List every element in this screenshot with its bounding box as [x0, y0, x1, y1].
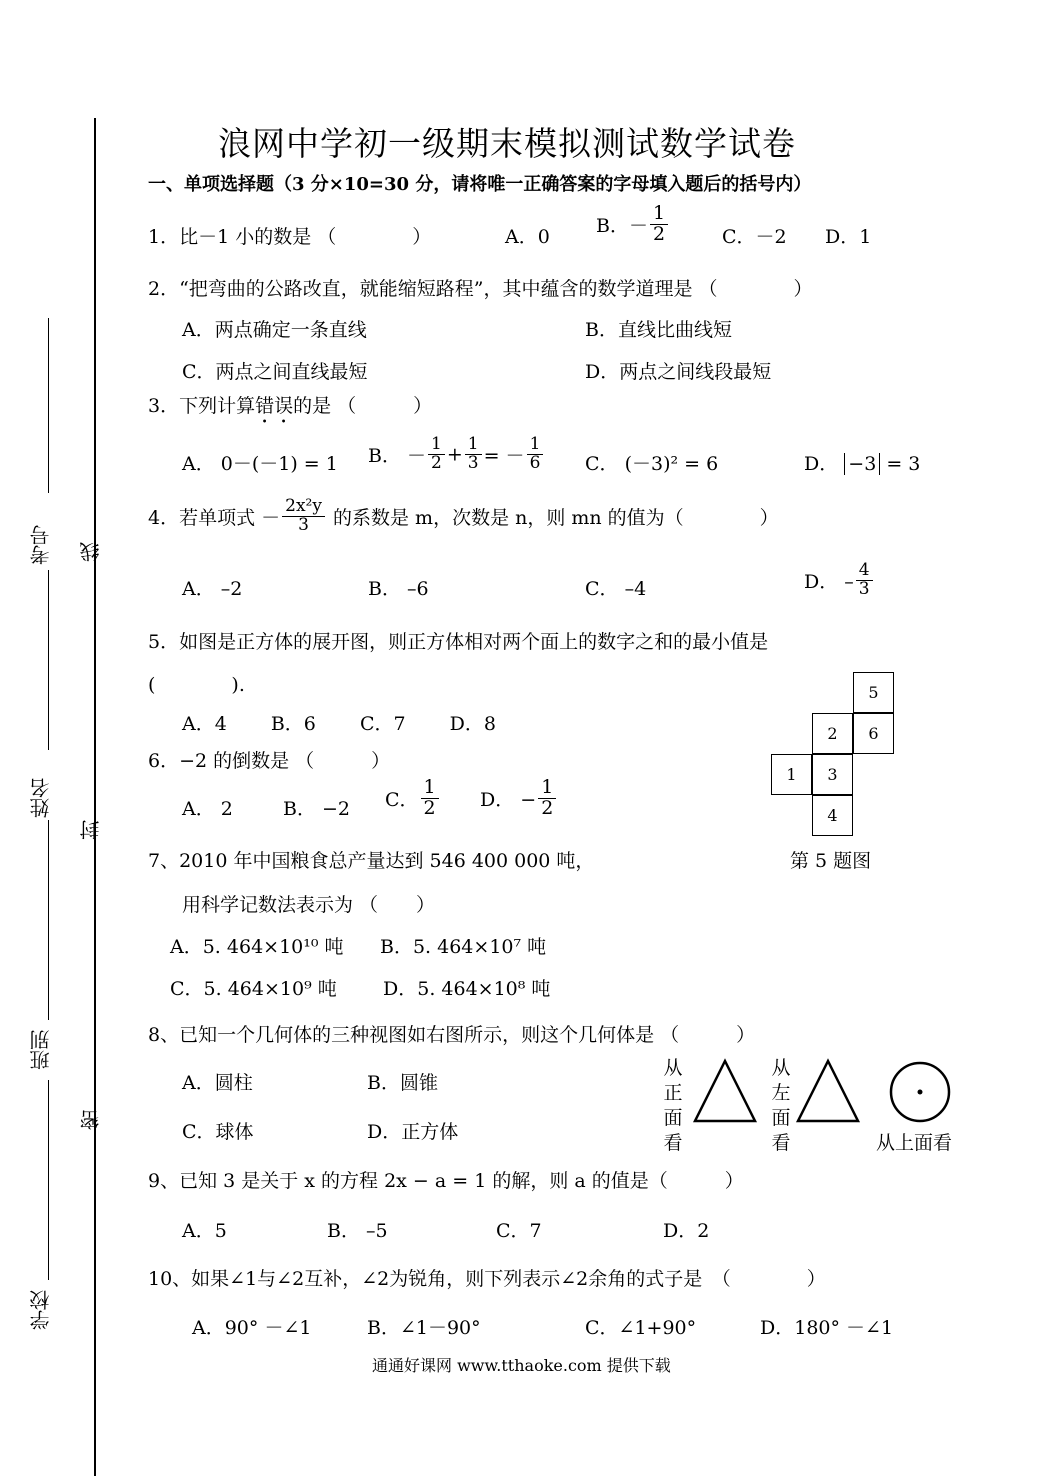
q4-stem: 4．若单项式 － $\frac{\text{2x²y}}{3}$ 的系数是 m，次数是 n，则 mn 的值为（ ） [148, 496, 779, 535]
seal-mi: 密 [79, 1110, 103, 1130]
seal-xian: 线 [79, 542, 103, 562]
q4-option-c: C． –4 [585, 578, 647, 600]
q9-option-a: A．5 [182, 1220, 227, 1242]
exam-no-label: 考号 [29, 525, 53, 565]
footer-source: 通通好课网 www.tthaoke.com 提供下载 [372, 1356, 671, 1375]
front-view-triangle [692, 1058, 758, 1124]
exam-no-blank [48, 318, 49, 493]
q10-option-b: B．∠1－90° [367, 1317, 481, 1339]
net-cell-1: 1 [771, 754, 812, 795]
q1-stem: 1．比－1 小的数是 （ ） [148, 226, 432, 248]
name-blank [48, 570, 49, 750]
q10-option-d: D．180° －∠1 [760, 1317, 894, 1339]
q7-option-a: A．5. 464×10¹⁰ 吨 [170, 936, 344, 958]
q1-option-a: A．0 [505, 226, 550, 248]
q1-option-b: B．－ $\frac{1}{2}$ [596, 204, 670, 245]
net-cell-2: 2 [812, 713, 853, 754]
q2-option-b: B．直线比曲线短 [585, 319, 732, 341]
q3-option-a: A． 0－(－1) = 1 [182, 453, 338, 475]
q9-option-d: D．2 [663, 1220, 710, 1242]
net-cell-5: 5 [853, 672, 894, 713]
q4-option-a: A． –2 [182, 578, 243, 600]
binding-line [94, 118, 96, 1476]
q9-option-b: B． –5 [327, 1220, 388, 1242]
q10-option-c: C．∠1+90° [585, 1317, 697, 1339]
section-heading: 一、单项选择题（3 分×10=30 分，请将唯一正确答案的字母填入题后的括号内） [148, 174, 812, 195]
school-blank [48, 1080, 49, 1280]
q8-option-b: B．圆锥 [367, 1072, 438, 1094]
front-view-label: 从正面看 [663, 1057, 683, 1154]
class-blank [48, 820, 49, 1020]
q10-option-a: A．90° －∠1 [192, 1317, 312, 1339]
q8-option-a: A．圆柱 [182, 1072, 253, 1094]
q3-option-c: C． (－3)² = 6 [585, 453, 719, 475]
top-view-circle [888, 1060, 952, 1124]
q5-options: A．4 B．6 C．7 D．8 [182, 713, 496, 735]
q7-option-d: D．5. 464×10⁸ 吨 [383, 978, 551, 1000]
left-view-label: 从左面看 [771, 1057, 791, 1154]
q7-stem2: 用科学记数法表示为 （ ） [182, 894, 436, 916]
q1-option-c: C．－2 [722, 226, 787, 248]
q8-option-d: D．正方体 [367, 1121, 459, 1143]
q3-stem: 3．下列计算错误的是 （ ） [148, 395, 433, 417]
q2-option-a: A．两点确定一条直线 [182, 319, 367, 341]
q7-stem: 7、2010 年中国粮食总产量达到 546 400 000 吨， [148, 850, 595, 872]
q8-option-c: C．球体 [182, 1121, 254, 1143]
q2-option-d: D．两点之间线段最短 [585, 361, 772, 383]
q3-option-d: D． −3 = 3 [804, 453, 921, 475]
class-label: 班别 [29, 1030, 53, 1070]
net-cell-3: 3 [812, 754, 853, 795]
q1-option-d: D．1 [825, 226, 872, 248]
q7-option-c: C．5. 464×10⁹ 吨 [170, 978, 337, 1000]
left-view-triangle [795, 1058, 861, 1124]
q5-figure-caption: 第 5 题图 [790, 850, 872, 872]
q9-stem: 9、已知 3 是关于 x 的方程 2x − a = 1 的解，则 a 的值是（ ） [148, 1170, 744, 1192]
q10-stem: 10、如果∠1与∠2互补，∠2为锐角，则下列表示∠2余角的式子是 （ ） [148, 1268, 826, 1290]
q6-option-b: B． −2 [283, 798, 351, 820]
page-title: 浪网中学初一级期末模拟测试数学试卷 [218, 124, 796, 163]
q2-option-c: C．两点之间直线最短 [182, 361, 368, 383]
q5-paren: ( ). [148, 674, 245, 696]
q8-stem: 8、已知一个几何体的三种视图如右图所示，则这个几何体是 （ ） [148, 1024, 756, 1046]
q5-stem: 5．如图是正方体的展开图，则正方体相对两个面上的数字之和的最小值是 [148, 631, 769, 653]
seal-feng: 封 [79, 820, 103, 840]
q4-option-d: D． – $\frac{4}{3}$ [804, 562, 875, 599]
q3-option-b: B． － $\frac{1}{2}$ + $\frac{1}{3}$ = － $\frac{1}{6}$ [368, 436, 545, 473]
net-cell-6: 6 [853, 713, 894, 754]
q6-stem: 6．−2 的倒数是 （ ） [148, 750, 391, 772]
q2-stem: 2．“把弯曲的公路改直，就能缩短路程”，其中蕴含的数学道理是 （ ） [148, 278, 813, 300]
net-cell-4: 4 [812, 795, 853, 836]
q9-option-c: C．7 [496, 1220, 542, 1242]
school-label: 学校 [29, 1290, 53, 1330]
q4-option-b: B． –6 [368, 578, 429, 600]
q6-option-a: A． 2 [182, 798, 233, 820]
q7-option-b: B．5. 464×10⁷ 吨 [380, 936, 547, 958]
q6-option-c: C． $\frac{1}{2}$ [385, 778, 441, 819]
top-view-label: 从上面看 [876, 1132, 953, 1154]
q6-option-d: D． − $\frac{1}{2}$ [480, 778, 558, 819]
name-label: 姓名 [29, 778, 53, 818]
